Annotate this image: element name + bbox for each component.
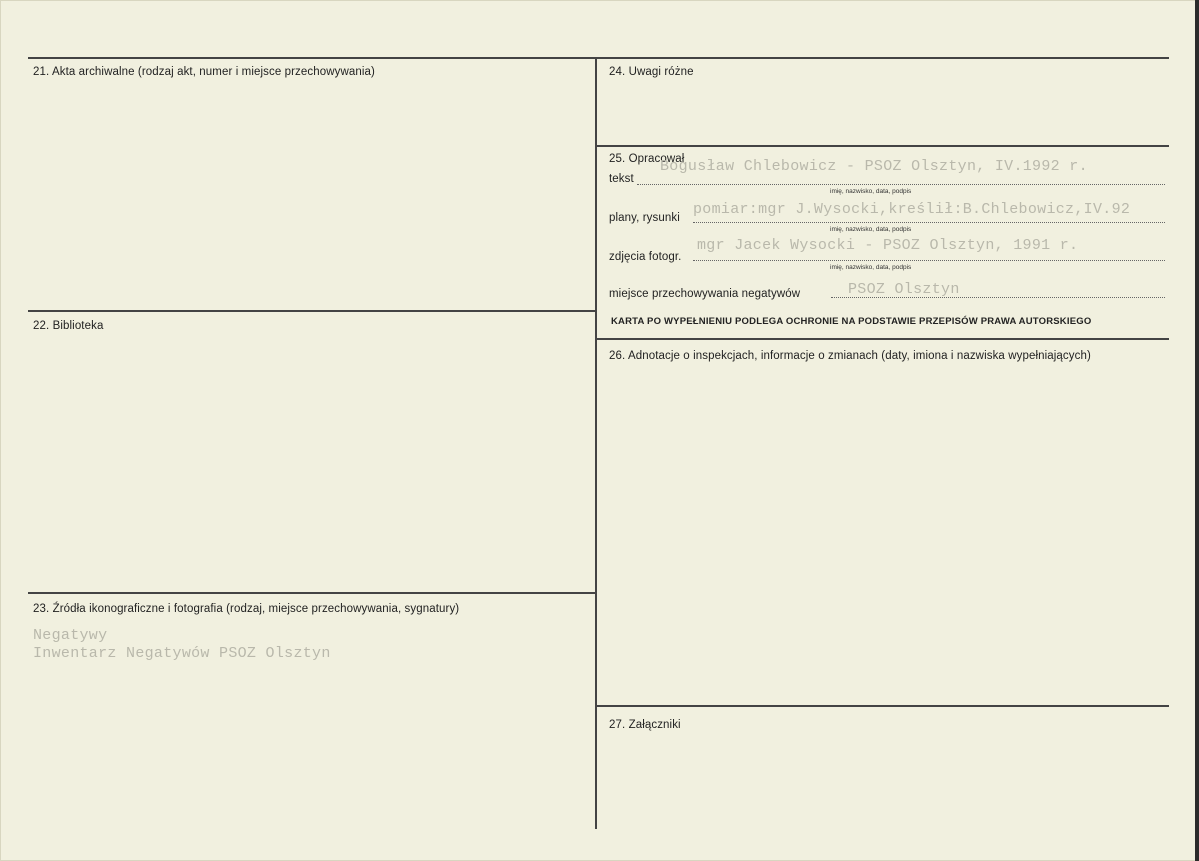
zdjecia-dotted-line — [693, 260, 1165, 261]
rule-24-25 — [596, 145, 1169, 147]
field-23-value-line2: Inwentarz Negatywów PSOZ Olsztyn — [33, 645, 331, 662]
field-24-label: 24. Uwagi różne — [609, 66, 694, 78]
card-edge — [1195, 0, 1199, 861]
field-27-label: 27. Załączniki — [609, 719, 681, 731]
field-25-negatywy-value: PSOZ Olsztyn — [848, 281, 960, 298]
field-25-tekst-value: Bogusław Chlebowicz - PSOZ Olsztyn, IV.1992 r. — [660, 158, 1088, 175]
field-25-negatywy-label: miejsce przechowywania negatywów — [609, 288, 801, 300]
rule-25-26 — [596, 338, 1169, 340]
field-25-tekst-label: tekst — [609, 173, 634, 185]
field-26-label: 26. Adnotacje o inspekcjach, informacje o zmianach (daty, imiona i nazwiska wypełniających) — [609, 350, 1091, 362]
negatywy-dotted-line — [831, 297, 1165, 298]
copyright-notice: KARTA PO WYPEŁNIENIU PODLEGA OCHRONIE NA PODSTAWIE PRZEPISÓW PRAWA AUTORSKIEGO — [611, 316, 1092, 327]
plany-caption: imię, nazwisko, data, podpis — [830, 226, 912, 233]
tekst-caption: imię, nazwisko, data, podpis — [830, 188, 912, 195]
field-25-plany-label: plany, rysunki — [609, 212, 680, 224]
rule-21-22 — [28, 310, 596, 312]
center-divider — [595, 57, 597, 829]
field-23-label: 23. Źródła ikonograficzne i fotografia (rodzaj, miejsce przechowywania, sygnatury) — [33, 603, 460, 615]
field-22-label: 22. Biblioteka — [33, 320, 104, 332]
tekst-dotted-line — [637, 184, 1165, 185]
rule-26-27 — [596, 705, 1169, 707]
field-23-value-line1: Negatywy — [33, 627, 108, 644]
field-25-label: 25. Opracował — [609, 153, 685, 165]
field-21-label: 21. Akta archiwalne (rodzaj akt, numer i miejsce przechowywania) — [33, 66, 375, 78]
field-25-zdjecia-label: zdjęcia fotogr. — [609, 251, 682, 263]
zdjecia-caption: imię, nazwisko, data, podpis — [830, 264, 912, 271]
rule-22-23 — [28, 592, 596, 594]
top-rule — [28, 57, 1169, 59]
field-25-plany-value: pomiar:mgr J.Wysocki,kreślił:B.Chlebowicz,IV.92 — [693, 201, 1131, 218]
field-25-zdjecia-value: mgr Jacek Wysocki - PSOZ Olsztyn, 1991 r. — [697, 237, 1079, 254]
plany-dotted-line — [693, 222, 1165, 223]
